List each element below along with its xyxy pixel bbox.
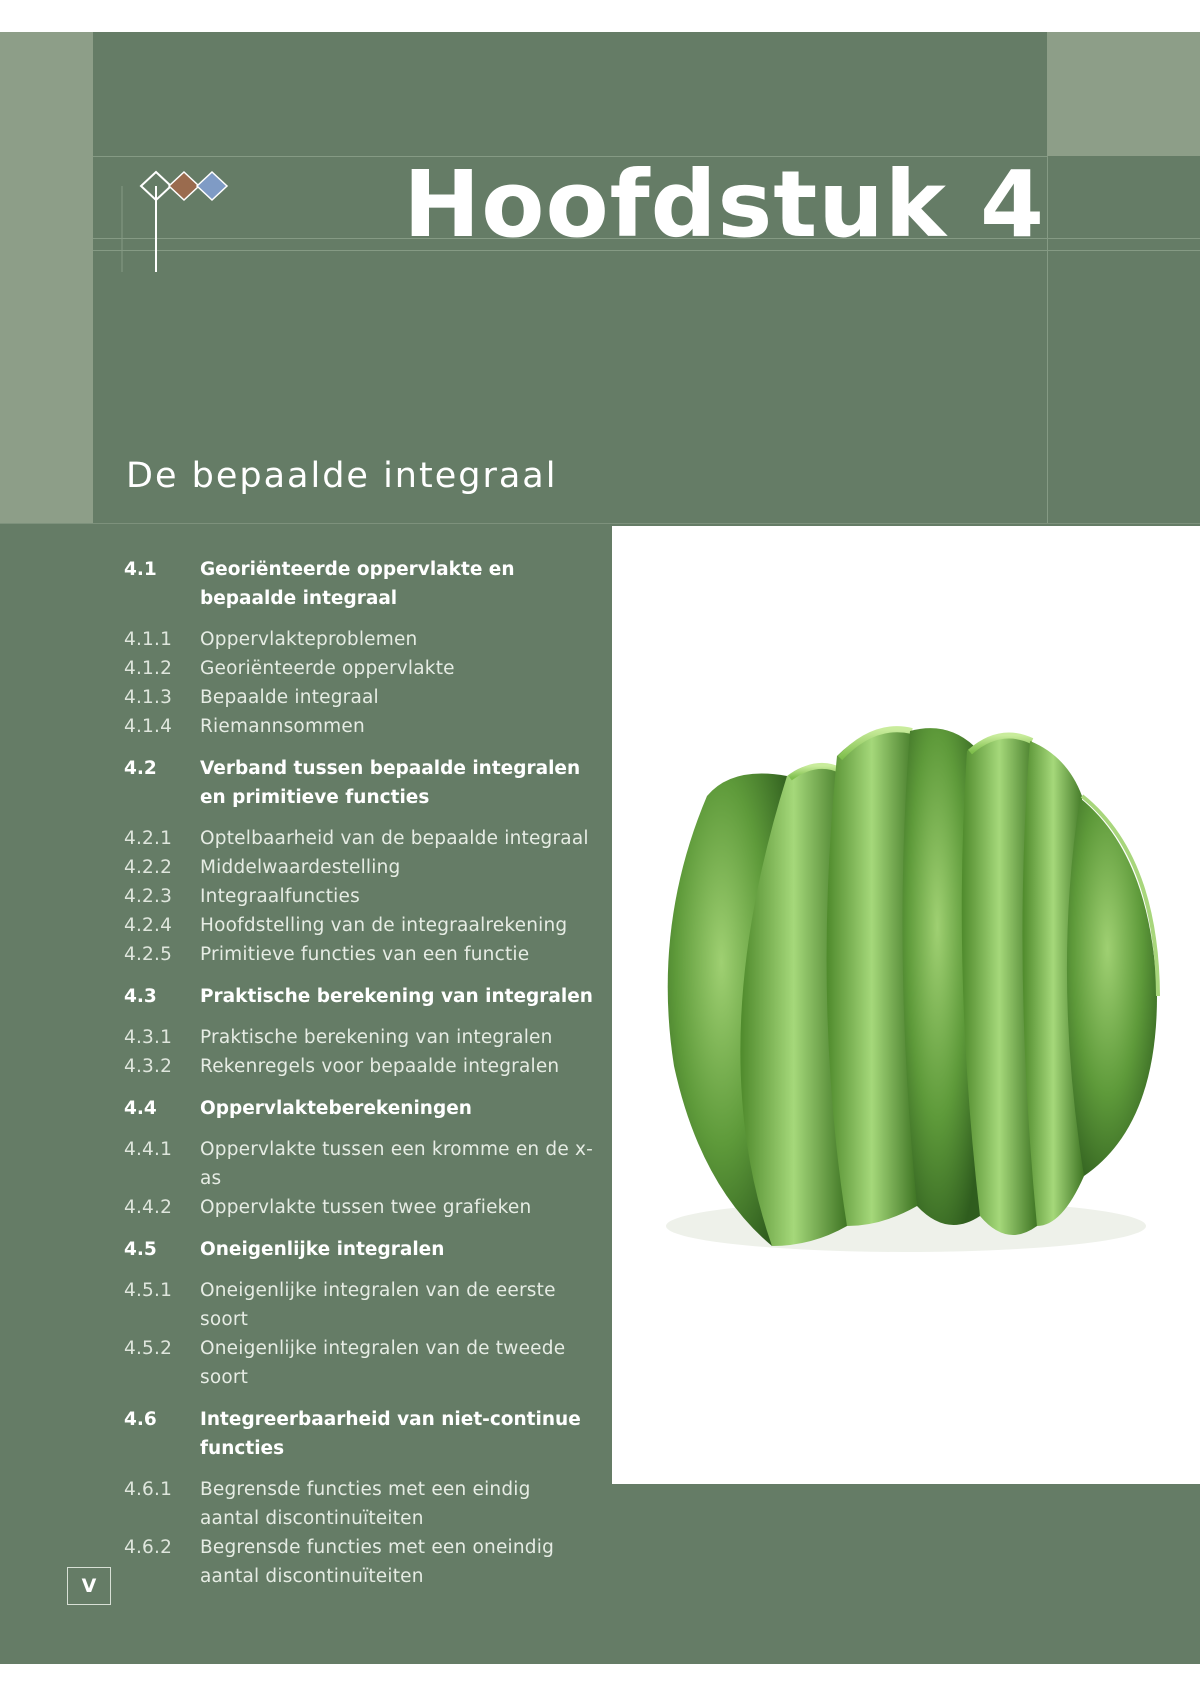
toc-subsection (124, 853, 594, 882)
toc-subsection (124, 1533, 594, 1591)
toc-subsection (124, 683, 594, 712)
toc-subsection (124, 1276, 594, 1334)
toc-section-title: Oppervlakteberekeningen (200, 1098, 472, 1119)
toc-subsection-title: Hoofdstelling van de integraalrekening (200, 915, 568, 936)
divider-line (1047, 156, 1048, 523)
toc-subsection-title: Primitieve functies van een functie (200, 944, 530, 965)
toc-section (124, 982, 594, 1011)
toc-section (124, 754, 594, 812)
toc-subsection-number: 4.2.1 (124, 828, 173, 849)
toc-subsection (124, 1135, 594, 1193)
toc-subsection (124, 1193, 594, 1222)
toc-subsection-number: 4.6.1 (124, 1479, 173, 1500)
toc-subsection-title: Rekenregels voor bepaalde integralen (200, 1056, 560, 1077)
toc-section-title: Georiënteerde oppervlakte en bepaalde integraal (200, 559, 515, 609)
toc-section (124, 555, 594, 613)
toc-subsection-number: 4.1.4 (124, 716, 173, 737)
chapter-title: Hoofdstuk 4 (403, 151, 1045, 258)
chapter-subtitle: De bepaalde integraal (126, 456, 558, 496)
toc-subsection-title: Begrensde functies met een oneindig aantal discontinuïteiten (200, 1537, 555, 1587)
toc-subsection-title: Riemannsommen (200, 716, 365, 737)
toc-subsection (124, 824, 594, 853)
toc-subsection-number: 4.2.4 (124, 915, 173, 936)
page-marker: V (67, 1567, 111, 1605)
toc-section-number: 4.1 (124, 559, 157, 580)
toc-subsection-title: Oppervlakte tussen twee grafieken (200, 1197, 532, 1218)
toc-subsection (124, 1023, 594, 1052)
toc-subsection-number: 4.1.2 (124, 658, 173, 679)
toc-subsection-title: Georiënteerde oppervlakte (200, 658, 455, 679)
toc-subsection-number: 4.5.2 (124, 1338, 173, 1359)
toc-subsection-number: 4.3.2 (124, 1056, 173, 1077)
toc-subsection-title: Begrensde functies met een eindig aantal discontinuïteiten (200, 1479, 531, 1529)
toc-subsection-number: 4.2.3 (124, 886, 173, 907)
chapter-page (0, 32, 1200, 1664)
toc-subsection-title: Praktische berekening van integralen (200, 1027, 553, 1048)
toc-subsection-title: Middelwaardestelling (200, 857, 401, 878)
toc-subsection (124, 625, 594, 654)
toc-subsection (124, 940, 594, 969)
toc-section-number: 4.5 (124, 1239, 157, 1260)
toc-subsection (124, 1475, 594, 1533)
toc-subsection-number: 4.3.1 (124, 1027, 173, 1048)
toc-subsection (124, 1334, 594, 1392)
toc-subsection (124, 712, 594, 741)
toc-section-title: Oneigenlijke integralen (200, 1239, 445, 1260)
toc-section (124, 1094, 594, 1123)
left-color-band (0, 32, 93, 523)
toc-subsection-title: Oppervlakteproblemen (200, 629, 418, 650)
toc-section-title: Integreerbaarheid van niet-continue functies (200, 1409, 581, 1459)
toc-subsection-number: 4.5.1 (124, 1280, 173, 1301)
toc-section-number: 4.6 (124, 1409, 157, 1430)
sliced-lime-image (612, 526, 1200, 1484)
toc-section-number: 4.2 (124, 758, 157, 779)
toc-section (124, 1235, 594, 1264)
toc-section-number: 4.3 (124, 986, 157, 1007)
toc-subsection (124, 654, 594, 683)
toc-subsection-title: Optelbaarheid van de bepaalde integraal (200, 828, 589, 849)
toc-subsection-title: Bepaalde integraal (200, 687, 379, 708)
toc-subsection-number: 4.1.3 (124, 687, 173, 708)
toc-subsection-number: 4.4.1 (124, 1139, 173, 1160)
toc-subsection-title: Integraalfuncties (200, 886, 360, 907)
divider-line (0, 523, 1200, 524)
toc-section-number: 4.4 (124, 1098, 157, 1119)
toc-subsection (124, 882, 594, 911)
toc-subsection (124, 1052, 594, 1081)
toc-section-title: Verband tussen bepaalde integralen en primitieve functies (200, 758, 581, 808)
toc-subsection-number: 4.4.2 (124, 1197, 173, 1218)
toc-subsection-number: 4.1.1 (124, 629, 173, 650)
toc-subsection-number: 4.2.5 (124, 944, 173, 965)
toc-subsection-number: 4.6.2 (124, 1537, 173, 1558)
right-color-block (1047, 32, 1200, 156)
table-of-contents (124, 555, 594, 1591)
toc-section (124, 1405, 594, 1463)
toc-subsection-title: Oppervlakte tussen een kromme en de x-as (200, 1139, 594, 1189)
toc-subsection-title: Oneigenlijke integralen van de tweede soort (200, 1338, 566, 1388)
toc-subsection (124, 911, 594, 940)
toc-subsection-title: Oneigenlijke integralen van de eerste soort (200, 1280, 556, 1330)
diamond-logo-icon (118, 136, 238, 276)
toc-subsection-number: 4.2.2 (124, 857, 173, 878)
toc-section-title: Praktische berekening van integralen (200, 986, 593, 1007)
lime-photo (612, 526, 1200, 1484)
